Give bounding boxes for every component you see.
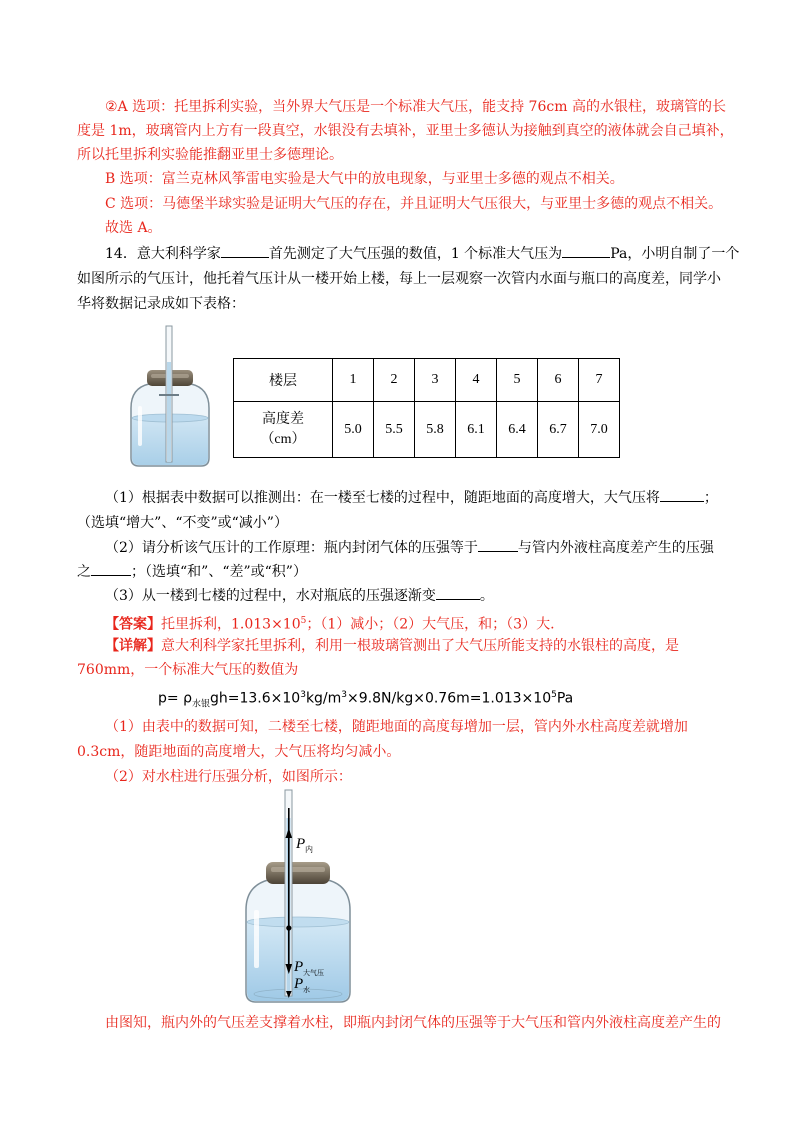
table-cell: 7: [579, 359, 620, 402]
table-cell: 5: [497, 359, 538, 402]
barometer-bottle-figure: [125, 322, 215, 470]
pressure-atm-label: P: [294, 959, 304, 975]
answer-blank: [660, 487, 704, 502]
option-a-line-2: 度是 1m，玻璃管内上方有一段真空，水银没有去填补，亚里士多德认为接触到真空的液体就会自己填补，: [77, 123, 734, 139]
pressure-water-subscript: 水: [303, 986, 310, 994]
subquestion-1-line-2: （选填“增大”、“不变”或“减小”）: [77, 515, 288, 531]
subquestion-3-line: （3）从一楼到七楼的过程中，水对瓶底的压强逐渐变 。: [77, 585, 755, 608]
table-cell: 6.1: [456, 402, 497, 458]
question-14-line-3: 华将数据记录成如下表格：: [77, 296, 245, 312]
explanation-line-3: （1）由表中的数据可知，二楼至七楼，随距地面的高度每增加一层，管内外水柱高度差就增加: [105, 719, 688, 735]
table-cell: 2: [374, 359, 415, 402]
subquestion-2-line-1: （2）请分析该气压计的工作原理：瓶内封闭气体的压强等于 与管内外液柱高度差产生的压强: [77, 537, 755, 560]
data-table: [233, 358, 620, 458]
explanation-line-2: 760mm，一个标准大气压的数值为: [77, 662, 299, 678]
pressure-inner-label: P: [296, 836, 306, 852]
table-row-height: [234, 402, 620, 458]
table-cell: 1: [333, 359, 374, 402]
answer-blank: [436, 585, 480, 600]
table-cell: 6: [538, 359, 579, 402]
table-header-floor: 楼层: [234, 359, 333, 402]
subquestion-1-line-1: （1）根据表中数据可以推测出：在一楼至七楼的过程中，随距地面的高度增大，大气压将 ；: [77, 487, 755, 510]
explanation-line-4: 0.3cm，随距地面的高度增大，大气压将均匀减小。: [77, 744, 401, 760]
pressure-analysis-figure: [238, 788, 358, 1008]
answer-blank: [91, 561, 131, 576]
option-c-line: C 选项：马德堡半球实验是证明大气压的存在，并且证明大气压很大，与亚里士多德的观点不相关。: [105, 196, 723, 212]
table-row-floor: [234, 359, 620, 402]
explanation-line-5: （2）对水柱进行压强分析，如图所示：: [105, 769, 352, 785]
question-14-line-1: 14．意大利科学家 首先测定了大气压强的数值，1 个标准大气压为 Pa，小明自制了一个: [77, 243, 755, 266]
pressure-formula: $p= \rho_{水银}gh=13.6\times 10^3kg/m^3\times 9.8N/kg\times 0.76m=1.013\times 10^5Pa$: [158, 690, 574, 710]
table-cell: 6.7: [538, 402, 579, 458]
table-cell: 4: [456, 359, 497, 402]
pressure-inner-subscript: 内: [305, 845, 313, 854]
explanation-tag: 【详解】: [105, 638, 161, 654]
option-b-line: B 选项：富兰克林风筝雷电实验是大气中的放电现象，与亚里士多德的观点不相关。: [105, 171, 624, 187]
explanation-line-6: 由图知，瓶内外的气压差支撑着水柱，即瓶内封闭气体的压强等于大气压和管内外液柱高度差产生的: [105, 1015, 721, 1031]
answer-blank: [221, 243, 269, 258]
table-cell: 5.8: [415, 402, 456, 458]
answer-line: 【答案】托里拆利，$1.013\times 10^5$；（1）减小；（2）大气压，和；（3）大.: [105, 616, 555, 633]
conclusion-line: 故选 A。: [105, 220, 162, 236]
answer-blank: [562, 243, 610, 258]
answer-tag: 【答案】: [105, 616, 161, 633]
table-cell: 5.5: [374, 402, 415, 458]
pressure-water-label: P: [294, 976, 304, 992]
table-cell: 5.0: [333, 402, 374, 458]
option-a-line-3: 所以托里拆利实验能推翻亚里士多德理论。: [77, 147, 343, 163]
table-header-height: 高度差 （cm）: [234, 402, 333, 458]
explanation-line-1: 【详解】意大利科学家托里拆利，利用一根玻璃管测出了大气压所能支持的水银柱的高度，是: [105, 638, 679, 654]
table-cell: 7.0: [579, 402, 620, 458]
question-14-line-2: 如图所示的气压计，他托着气压计从一楼开始上楼，每上一层观察一次管内水面与瓶口的高度差，同学小: [77, 271, 721, 287]
table-cell: 6.4: [497, 402, 538, 458]
table-cell: 3: [415, 359, 456, 402]
answer-blank: [478, 537, 518, 552]
pressure-atm-subscript: 大气压: [303, 969, 324, 977]
subquestion-2-line-2: 之 ；（选填“和”、“差”或“积”）: [77, 561, 727, 584]
option-a-line-1: ②A 选项：托里拆利实验，当外界大气压是一个标准大气压，能支持 76cm 高的水银柱，玻璃管的长: [105, 99, 726, 115]
